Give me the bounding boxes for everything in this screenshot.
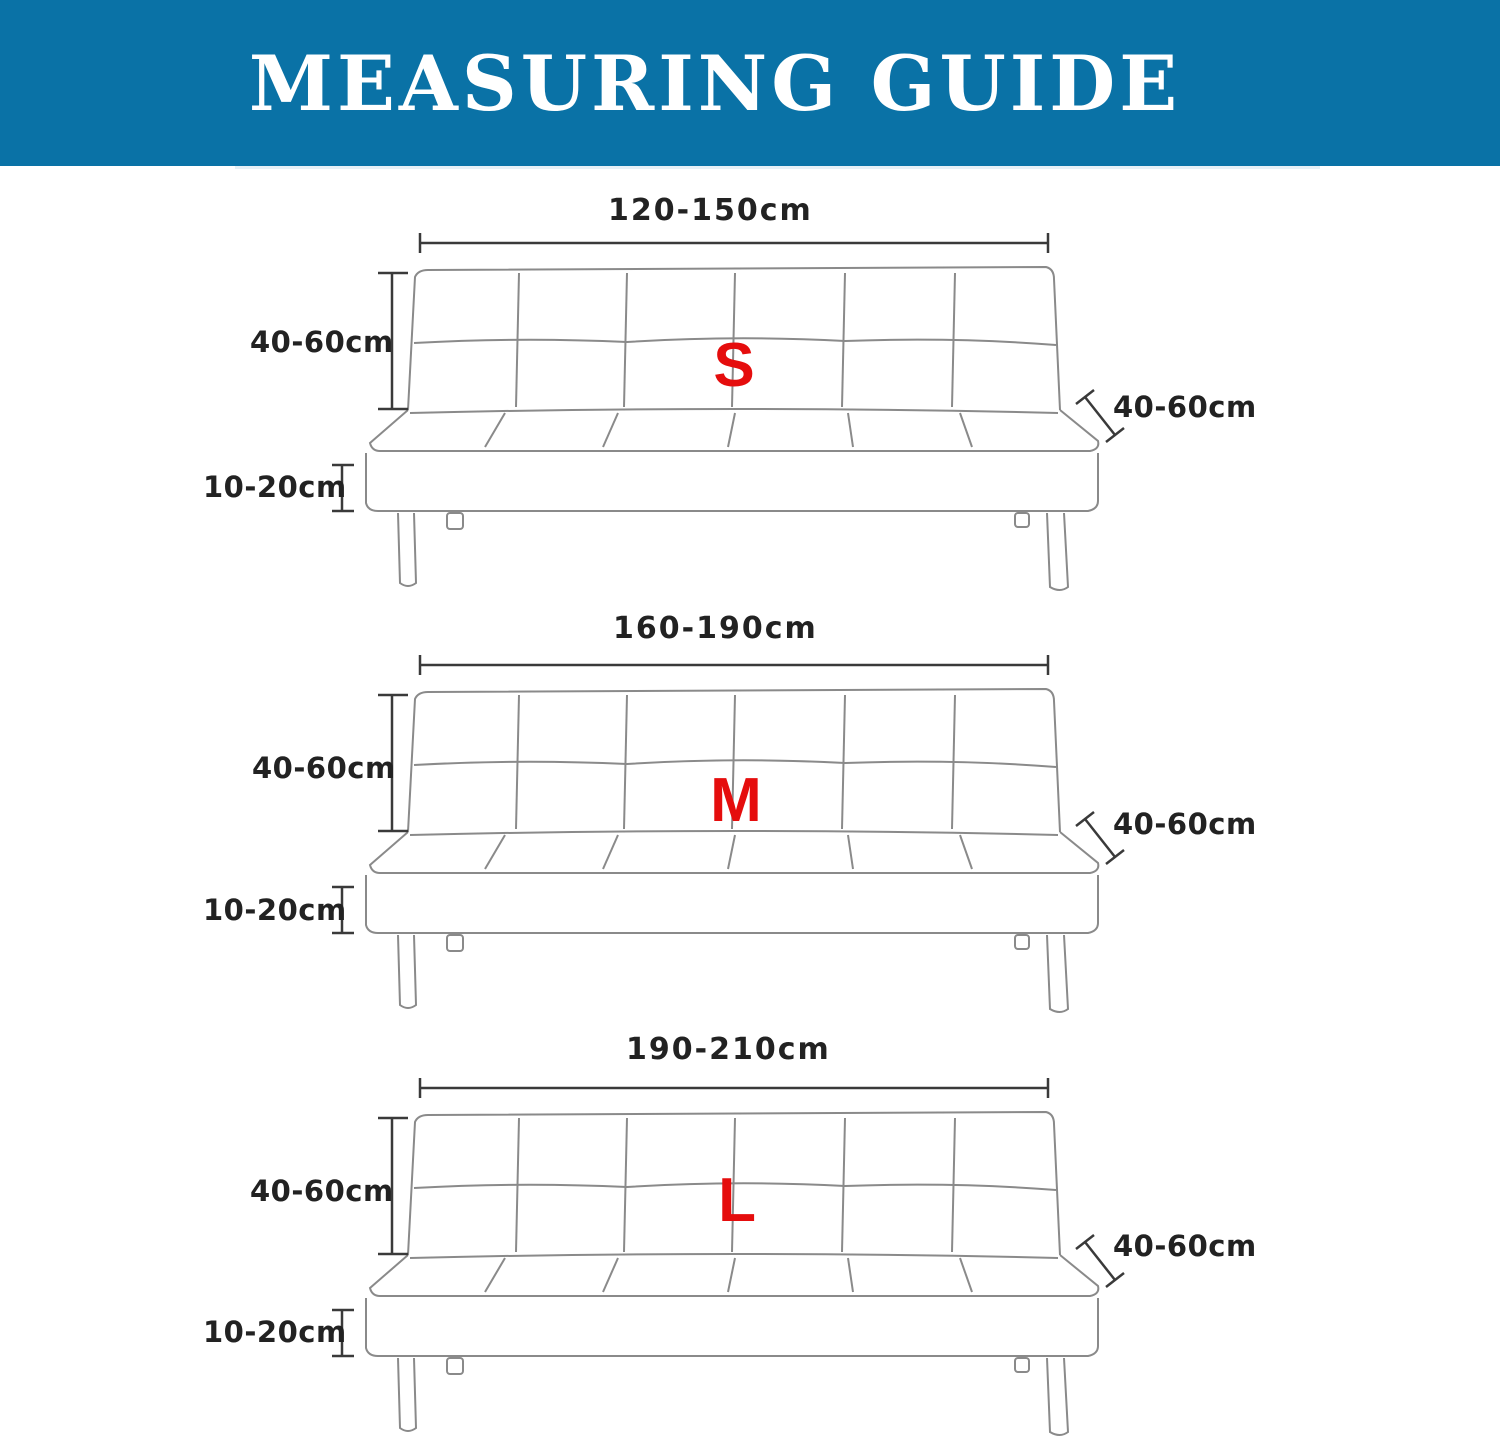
seat-seam	[485, 835, 505, 869]
width-label: 190-210cm	[626, 1032, 831, 1067]
seat-depth-label: 40-60cm	[1113, 807, 1257, 841]
sofa-illustration	[0, 1030, 1500, 1450]
back-leg-left	[447, 1358, 463, 1374]
backrest-seam	[624, 273, 627, 407]
size-diagram-l	[0, 1030, 1500, 1450]
size-letter: S	[713, 331, 755, 400]
seat-seam	[728, 1258, 735, 1292]
seat-edge	[410, 1254, 1058, 1258]
page-title: MEASURING GUIDE	[248, 38, 1182, 128]
seat-seam	[728, 413, 735, 447]
seat-seam	[485, 413, 505, 447]
seat-thickness-label: 10-20cm	[203, 893, 347, 927]
backrest-seam	[624, 1118, 627, 1252]
seat-seam	[603, 835, 618, 869]
seat-seam	[485, 1258, 505, 1292]
front-leg-left	[398, 935, 416, 1008]
seat-base	[366, 453, 1098, 511]
seat-edge	[410, 409, 1058, 413]
back-leg-left	[447, 935, 463, 951]
front-leg-right	[1047, 935, 1068, 1012]
seat-base	[366, 1298, 1098, 1356]
seat-depth-dimension-tick	[1076, 390, 1094, 404]
seat-seam	[603, 413, 618, 447]
seat-seam	[960, 413, 972, 447]
backrest-seam	[624, 695, 627, 829]
seat-seam	[848, 1258, 853, 1292]
seat-thickness-label: 10-20cm	[203, 1315, 347, 1349]
back-height-label: 40-60cm	[250, 1174, 394, 1208]
front-leg-left	[398, 513, 416, 586]
front-leg-right	[1047, 513, 1068, 590]
width-label: 160-190cm	[613, 611, 818, 646]
seat-depth-dimension-line	[1085, 397, 1115, 435]
seat-seam	[960, 1258, 972, 1292]
size-letter: M	[710, 766, 762, 835]
front-leg-left	[398, 1358, 416, 1431]
seat-depth-dimension-tick	[1106, 1273, 1124, 1287]
size-diagram-m	[0, 607, 1500, 1027]
seat-depth-dimension-line	[1085, 819, 1115, 857]
seat-depth-label: 40-60cm	[1113, 1229, 1257, 1263]
seat-seam	[960, 835, 972, 869]
seat-depth-dimension-tick	[1106, 428, 1124, 442]
seat-depth-dimension-tick	[1076, 1235, 1094, 1249]
seat-depth-dimension-line	[1085, 1242, 1115, 1280]
seat-depth-dimension-tick	[1076, 812, 1094, 826]
back-leg-right	[1015, 935, 1029, 949]
back-leg-right	[1015, 513, 1029, 527]
front-leg-right	[1047, 1358, 1068, 1435]
width-label: 120-150cm	[608, 193, 813, 228]
size-diagram-s	[0, 185, 1500, 605]
seat-seam	[848, 413, 853, 447]
seat-depth-dimension-tick	[1106, 850, 1124, 864]
seat-thickness-label: 10-20cm	[203, 470, 347, 504]
seat-base	[366, 875, 1098, 933]
seat-seam	[728, 835, 735, 869]
back-leg-right	[1015, 1358, 1029, 1372]
size-letter: L	[718, 1166, 756, 1235]
back-height-label: 40-60cm	[252, 751, 396, 785]
back-leg-left	[447, 513, 463, 529]
header-banner	[0, 0, 1500, 166]
back-height-label: 40-60cm	[250, 325, 394, 359]
header-divider	[235, 166, 1320, 169]
seat-seam	[848, 835, 853, 869]
seat-depth-label: 40-60cm	[1113, 390, 1257, 424]
seat-seam	[603, 1258, 618, 1292]
